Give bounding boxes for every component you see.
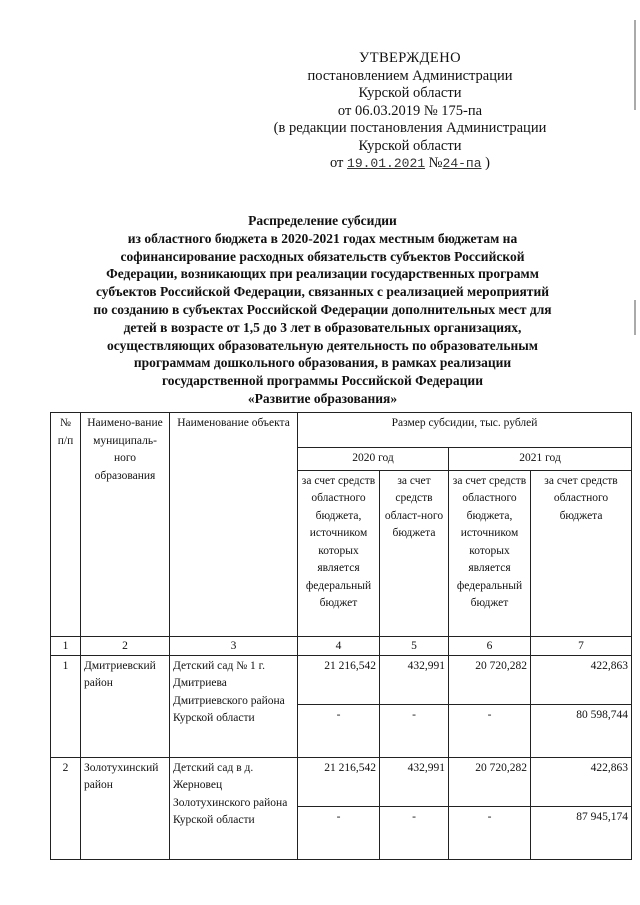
- heading-line: программам дошкольного образования, в рамках реализации: [133, 355, 512, 371]
- header-year-2020: 2020 год: [298, 448, 449, 471]
- header-year-2021: 2021 год: [449, 448, 632, 471]
- amount-cell: 21 216,542: [298, 757, 380, 806]
- amount-cell: 80 598,744: [531, 704, 632, 757]
- column-number: 4: [298, 636, 380, 655]
- header-municipality: Наимено-вание муниципаль-ного образования: [81, 413, 170, 637]
- heading-line: из областного бюджета в 2020-2021 годах местным бюджетам на: [127, 230, 518, 246]
- amount-cell: 20 720,282: [449, 757, 531, 806]
- municipality-name: Золотухинский район: [81, 757, 170, 859]
- number-prefix: №: [428, 155, 443, 171]
- amount-cell: -: [298, 806, 380, 859]
- approval-date-line: [260, 155, 560, 173]
- object-name: Детский сад № 1 г. Дмитриева Дмитриевского района Курской области: [170, 655, 298, 757]
- amount-cell: -: [449, 806, 531, 859]
- amount-cell: 422,863: [531, 655, 632, 704]
- table-row: [51, 655, 632, 704]
- header-object: Наименование объекта: [170, 413, 298, 637]
- amount-cell: -: [449, 704, 531, 757]
- amount-cell: 87 945,174: [531, 806, 632, 859]
- date-prefix: от: [330, 155, 344, 171]
- closing-bracket: ): [485, 155, 490, 171]
- header-federal-2021: за счет средств областного бюджета, источником которых является федеральный бюджет: [449, 470, 531, 636]
- amount-cell: 432,991: [380, 757, 449, 806]
- amount-cell: 432,991: [380, 655, 449, 704]
- document-heading: [60, 212, 585, 408]
- column-number: 3: [170, 636, 298, 655]
- subsidy-table: [50, 412, 632, 860]
- amount-cell: -: [380, 704, 449, 757]
- column-number: 5: [380, 636, 449, 655]
- scan-edge-mark: [634, 300, 636, 335]
- column-number: 6: [449, 636, 531, 655]
- approval-title: УТВЕРЖДЕНО: [359, 50, 461, 66]
- header-regional-2020: за счет средств област-ного бюджета: [380, 470, 449, 636]
- scan-edge-mark: [634, 20, 636, 110]
- header-federal-2020: за счет средств областного бюджета, источником которых является федеральный бюджет: [298, 470, 380, 636]
- amendment-date: 19.01.2021: [347, 156, 426, 171]
- approval-line: постановлением Администрации: [307, 67, 513, 84]
- header-regional-2021: за счет средств областного бюджета: [531, 470, 632, 636]
- row-number: 2: [51, 757, 81, 859]
- heading-line: Федерации, возникающих при реализации государственных программ: [106, 266, 539, 282]
- approval-stamp: [260, 50, 560, 173]
- approval-line: от 06.03.2019 № 175-па: [337, 102, 483, 119]
- amount-cell: 422,863: [531, 757, 632, 806]
- heading-line: детей в возрасте от 1,5 до 3 лет в образовательных организациях,: [123, 319, 522, 335]
- heading-line: по созданию в субъектах Российской Федерации дополнительных мест для: [93, 301, 552, 317]
- amendment-number: 24-па: [442, 156, 482, 171]
- heading-line: осуществляющих образовательную деятельность по образовательным: [107, 337, 538, 353]
- approval-line: Курской области: [358, 85, 462, 101]
- heading-line: государственной программы Российской Федерации: [162, 373, 483, 389]
- amount-cell: -: [298, 704, 380, 757]
- heading-line: софинансирование расходных обязательств субъектов Российской: [120, 248, 525, 264]
- heading-line: «Развитие образования»: [247, 390, 398, 406]
- column-number: 1: [51, 636, 81, 655]
- amount-cell: 21 216,542: [298, 655, 380, 704]
- column-number: 7: [531, 636, 632, 655]
- column-number: 2: [81, 636, 170, 655]
- municipality-name: Дмитриевский район: [81, 655, 170, 757]
- header-num: № п/п: [51, 413, 81, 637]
- row-number: 1: [51, 655, 81, 757]
- table-row: [51, 757, 632, 806]
- header-subsidy-size: Размер субсидии, тыс. рублей: [298, 413, 632, 448]
- amount-cell: -: [380, 806, 449, 859]
- object-name: Детский сад в д. Жерновец Золотухинского района Курской области: [170, 757, 298, 859]
- approval-line: Курской области: [358, 137, 462, 154]
- heading-line: Распределение субсидии: [248, 213, 397, 228]
- heading-line: субъектов Российской Федерации, связанных с реализацией мероприятий: [95, 284, 549, 300]
- approval-line: (в редакции постановления Администрации: [273, 120, 547, 136]
- amount-cell: 20 720,282: [449, 655, 531, 704]
